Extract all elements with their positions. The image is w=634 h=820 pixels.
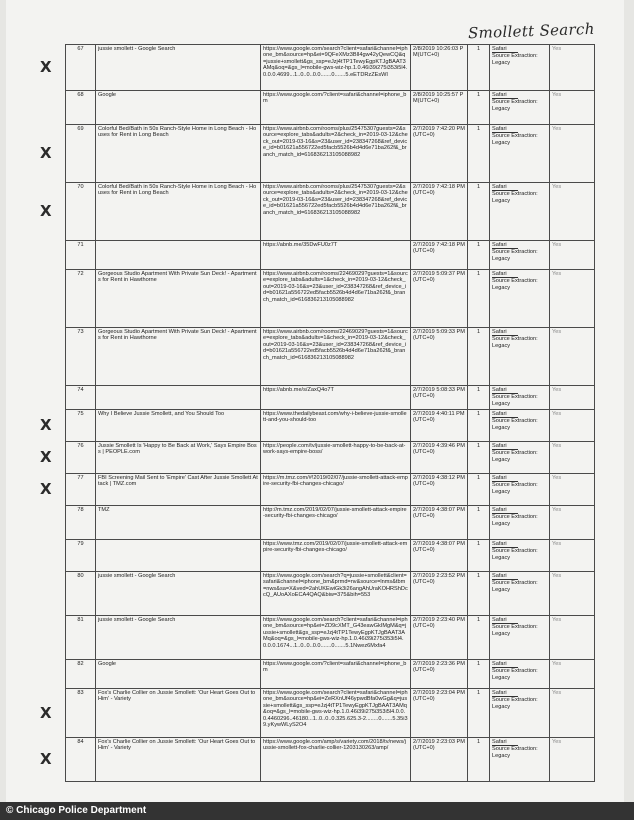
visit-date: 2/7/2019 2:23:36 PM(UTC+0) — [411, 660, 468, 689]
tagged-flag: Yes — [550, 660, 595, 689]
visit-date: 2/7/2019 5:08:33 PM(UTC+0) — [411, 386, 468, 410]
visit-count: 1 — [468, 474, 490, 506]
row-number: 76 — [66, 442, 96, 474]
source-cell — [490, 616, 550, 660]
tagged-flag: Yes — [550, 270, 595, 328]
source-extraction-label: Source Extraction: — [492, 133, 538, 140]
visit-count: 1 — [468, 689, 490, 738]
tagged-flag: Yes — [550, 738, 595, 782]
handwritten-x-mark: X — [40, 416, 52, 434]
visit-count: 1 — [468, 540, 490, 572]
visit-date: 2/7/2019 7:42:20 PM(UTC+0) — [411, 125, 468, 183]
visit-date: 2/8/2019 10:25:57 PM(UTC+0) — [411, 91, 468, 125]
source-extraction-label: Source Extraction: — [492, 482, 538, 489]
source-cell — [490, 738, 550, 782]
table-row — [66, 328, 595, 386]
table-row — [66, 660, 595, 689]
source-extraction-value: Legacy — [492, 400, 511, 407]
source-app: Safari — [492, 329, 518, 336]
visit-date: 2/7/2019 2:23:04 PM(UTC+0) — [411, 689, 468, 738]
page-url: https://abnb.me/s/ZaxQ4o7T — [261, 386, 411, 410]
source-app: Safari — [492, 46, 518, 53]
row-number: 84 — [66, 738, 96, 782]
source-app: Safari — [492, 475, 518, 482]
source-app: Safari — [492, 411, 518, 418]
tagged-flag: Yes — [550, 125, 595, 183]
source-extraction-label: Source Extraction: — [492, 514, 538, 521]
visit-count: 1 — [468, 183, 490, 241]
page-url: https://abnb.me/35DwFU0z7T — [261, 241, 411, 270]
source-app: Safari — [492, 242, 518, 249]
row-number: 75 — [66, 410, 96, 442]
source-extraction-value: Legacy — [492, 752, 511, 759]
source-extraction-value: Legacy — [492, 520, 511, 527]
source-extraction-value: Legacy — [492, 586, 511, 593]
page-title: jussie smollett - Google Search — [96, 572, 261, 616]
visit-count: 1 — [468, 125, 490, 183]
page-url: https://people.com/tv/jussie-smollett-happy-to-be-back-at-work-says-empire-boss/ — [261, 442, 411, 474]
table-row — [66, 442, 595, 474]
page-url: https://www.google.com/search?client=safari&channel=iphone_bm&source=hp&ei=ZD9cXMT_G43eawGkIMgM&q=jussie+smollett&gs_ssp=eJzj4tTP1TewyEgpKTJgBAAT3AMq&oq=&gs_l=mobile-gws-wiz-hp.1.0.46i39i275i353i5l4.0.0.0.1674...1..0..0..0.0.......0.......5.1Nwez6Mxfa4 — [261, 616, 411, 660]
handwritten-x-mark: X — [40, 58, 52, 76]
source-app: Safari — [492, 507, 518, 514]
table-row — [66, 616, 595, 660]
visit-date: 2/7/2019 4:38:07 PM(UTC+0) — [411, 540, 468, 572]
source-app: Safari — [492, 126, 518, 133]
handwritten-x-mark: X — [40, 144, 52, 162]
source-extraction-label: Source Extraction: — [492, 336, 538, 343]
table-row — [66, 125, 595, 183]
table-row — [66, 410, 595, 442]
visit-date: 2/7/2019 7:42:18 PM(UTC+0) — [411, 183, 468, 241]
page-url: https://www.google.com/?client=safari&channel=iphone_bm — [261, 91, 411, 125]
source-cell — [490, 241, 550, 270]
source-extraction-value: Legacy — [492, 456, 511, 463]
tagged-flag: Yes — [550, 442, 595, 474]
source-extraction-value: Legacy — [492, 554, 511, 561]
row-number: 79 — [66, 540, 96, 572]
source-app: Safari — [492, 573, 518, 580]
source-extraction-label: Source Extraction: — [492, 394, 538, 401]
table-row — [66, 183, 595, 241]
source-app: Safari — [492, 541, 518, 548]
row-number: 70 — [66, 183, 96, 241]
source-cell — [490, 91, 550, 125]
handwritten-title: Smollett Search — [467, 19, 595, 43]
row-number: 74 — [66, 386, 96, 410]
visit-count: 1 — [468, 572, 490, 616]
table-row — [66, 540, 595, 572]
tagged-flag: Yes — [550, 91, 595, 125]
source-app: Safari — [492, 387, 518, 394]
visit-date: 2/7/2019 4:39:46 PM(UTC+0) — [411, 442, 468, 474]
page-url: https://www.google.com/search?client=safari&channel=iphone_bm&source=hp&ei=9QFeXMz3BlI4gw42yQewCQ&q=jussie+smollett&gs_ssp=eJzj4tTP1TewyEgpKTJgBAAT3AMq&oq=&gs_l=mobile-gws-wiz-hp.1.0.46i39i275i353i5l4.0.0.0.4699...1..0..0..0.0.......0.......5.eETDRzZEsWI — [261, 45, 411, 91]
page-url: https://www.google.com/amp/s/variety.com/2018/tv/news/jussie-smollett-fox-charlie-collier-1203130263/amp/ — [261, 738, 411, 782]
source-extraction-value: Legacy — [492, 139, 511, 146]
row-number: 81 — [66, 616, 96, 660]
source-app: Safari — [492, 92, 518, 99]
page-url: https://www.google.com/search?client=safari&channel=iphone_bm&source=hp&ei=ZeRXnUf46ypwdBfa0wGg&q=jussie+smollett&gs_ssp=eJzj4tTP1TewyEgpKTJgBAAT3AMq&oq=&gs_l=mobile-gws-wiz-hp.1.0.46i39i275i353i5l4.0.0.0.4460296..46180...1..0..0..0.325.625.3-2........0.......5.35i39.yKywWLyS2O4 — [261, 689, 411, 738]
source-extraction-label: Source Extraction: — [492, 697, 538, 704]
visit-date: 2/7/2019 2:23:40 PM(UTC+0) — [411, 616, 468, 660]
page-title: Jussie Smollett Is 'Happy to Be Back at Work,' Says Empire Boss | PEOPLE.com — [96, 442, 261, 474]
source-extraction-value: Legacy — [492, 197, 511, 204]
source-cell — [490, 506, 550, 540]
page-title: Fox's Charlie Collier on Jussie Smollett: 'Our Heart Goes Out to Him' - Variety — [96, 689, 261, 738]
source-cell — [490, 540, 550, 572]
page-title — [96, 241, 261, 270]
source-cell — [490, 45, 550, 91]
page-title — [96, 540, 261, 572]
page-title: Fox's Charlie Collier on Jussie Smollett: 'Our Heart Goes Out to Him' - Variety — [96, 738, 261, 782]
source-extraction-value: Legacy — [492, 342, 511, 349]
visit-date: 2/7/2019 5:09:33 PM(UTC+0) — [411, 328, 468, 386]
row-number: 71 — [66, 241, 96, 270]
source-cell — [490, 410, 550, 442]
source-cell — [490, 270, 550, 328]
page-url: https://www.airbnb.com/rooms/plus/25475307guests=2&source=explore_tabs&adults=2&check_in=2019-03-12&check_out=2019-03-16&s=23&user_id=238347268&ref_device_id=b01621a556722ed5facb5526b4d4d6e71ba262f&_branch_match_id=616836213105088982 — [261, 183, 411, 241]
row-number: 69 — [66, 125, 96, 183]
browser-history-table — [65, 44, 595, 782]
page-title: jussie smollett - Google Search — [96, 616, 261, 660]
tagged-flag: Yes — [550, 183, 595, 241]
tagged-flag: Yes — [550, 410, 595, 442]
visit-date: 2/7/2019 2:23:03 PM(UTC+0) — [411, 738, 468, 782]
source-extraction-label: Source Extraction: — [492, 624, 538, 631]
page-title: jussie smollett - Google Search — [96, 45, 261, 91]
source-extraction-value: Legacy — [492, 105, 511, 112]
source-cell — [490, 660, 550, 689]
source-app: Safari — [492, 271, 518, 278]
tagged-flag: Yes — [550, 386, 595, 410]
tagged-flag: Yes — [550, 540, 595, 572]
table-row — [66, 738, 595, 782]
page-title: TMZ — [96, 506, 261, 540]
table-row — [66, 45, 595, 91]
table-row — [66, 474, 595, 506]
visit-date: 2/8/2019 10:26:03 PM(UTC+0) — [411, 45, 468, 91]
source-cell — [490, 386, 550, 410]
page-url: https://www.thedailybeast.com/why-i-believe-jussie-smollett-and-you-should-too — [261, 410, 411, 442]
page-url: https://www.airbnb.com/rooms/plus/25475307guests=2&source=explore_tabs&adults=2&check_in=2019-03-12&check_out=2019-03-16&s=23&user_id=238347268&ref_device_id=b01621a556722ed5facb5526b4d4d6e71ba262f&_branch_match_id=616836213105088982 — [261, 125, 411, 183]
page-title: Gorgeous Studio Apartment With Private Sun Deck! - Apartments for Rent in Hawthorne — [96, 328, 261, 386]
source-cell — [490, 183, 550, 241]
page-url: http://m.tmz.com/2019/02/07/jussie-smollett-attack-empire-security-fbi-changes-chicago/ — [261, 506, 411, 540]
visit-count: 1 — [468, 410, 490, 442]
source-extraction-value: Legacy — [492, 703, 511, 710]
source-extraction-value: Legacy — [492, 630, 511, 637]
source-app: Safari — [492, 443, 518, 450]
handwritten-x-mark: X — [40, 202, 52, 220]
visit-count: 1 — [468, 506, 490, 540]
source-extraction-value: Legacy — [492, 284, 511, 291]
photo-credit: © Chicago Police Department — [0, 802, 634, 820]
page-url: https://www.google.com/search?q=jussie+smollett&client=safari&channel=iphone_bm&prmd=nv&source=lnms&tbm=nws&sa=X&ved=2ahUKEwiGk3i26angAhUraKOHRShDccQ_AUoAXoECA4QAQ&biw=375&bih=553 — [261, 572, 411, 616]
visit-count: 1 — [468, 45, 490, 91]
visit-count: 1 — [468, 616, 490, 660]
visit-count: 1 — [468, 738, 490, 782]
row-number: 73 — [66, 328, 96, 386]
source-app: Safari — [492, 739, 518, 746]
visit-count: 1 — [468, 386, 490, 410]
visit-count: 1 — [468, 91, 490, 125]
visit-count: 1 — [468, 660, 490, 689]
source-extraction-value: Legacy — [492, 255, 511, 262]
tagged-flag: Yes — [550, 328, 595, 386]
row-number: 82 — [66, 660, 96, 689]
visit-date: 2/7/2019 4:38:12 PM(UTC+0) — [411, 474, 468, 506]
source-extraction-label: Source Extraction: — [492, 191, 538, 198]
page-title: Google — [96, 91, 261, 125]
source-extraction-label: Source Extraction: — [492, 418, 538, 425]
page-title: Why I Believe Jussie Smollett, and You Should Too — [96, 410, 261, 442]
source-extraction-value: Legacy — [492, 59, 511, 66]
source-extraction-value: Legacy — [492, 674, 511, 681]
table-row — [66, 270, 595, 328]
table-row — [66, 506, 595, 540]
page-title — [96, 386, 261, 410]
visit-date: 2/7/2019 7:42:18 PM(UTC+0) — [411, 241, 468, 270]
source-extraction-label: Source Extraction: — [492, 450, 538, 457]
visit-count: 1 — [468, 241, 490, 270]
row-number: 83 — [66, 689, 96, 738]
tagged-flag: Yes — [550, 689, 595, 738]
row-number: 78 — [66, 506, 96, 540]
table-row — [66, 689, 595, 738]
handwritten-x-mark: X — [40, 750, 52, 768]
page-title: Google — [96, 660, 261, 689]
source-cell — [490, 328, 550, 386]
page-title: Gorgeous Studio Apartment With Private Sun Deck! - Apartments for Rent in Hawthorne — [96, 270, 261, 328]
page-title: FBI Screening Mail Sent to 'Empire' Cast After Jussie Smollett Attack | TMZ.com — [96, 474, 261, 506]
table-row — [66, 91, 595, 125]
visit-date: 2/7/2019 5:09:37 PM(UTC+0) — [411, 270, 468, 328]
source-extraction-label: Source Extraction: — [492, 668, 538, 675]
visit-count: 1 — [468, 442, 490, 474]
source-extraction-label: Source Extraction: — [492, 746, 538, 753]
source-cell — [490, 689, 550, 738]
handwritten-x-mark: X — [40, 480, 52, 498]
source-extraction-value: Legacy — [492, 488, 511, 495]
visit-date: 2/7/2019 4:38:07 PM(UTC+0) — [411, 506, 468, 540]
source-app: Safari — [492, 661, 518, 668]
page-title: Colorful Bed/Bath in 50s Ranch-Style Home in Long Beach - Houses for Rent in Long Beach — [96, 125, 261, 183]
source-app: Safari — [492, 617, 518, 624]
page-url: https://m.tmz.com/#!2019/02/07/jussie-smollett-attack-empire-security-fbi-changes-chicago/ — [261, 474, 411, 506]
source-app: Safari — [492, 690, 518, 697]
tagged-flag: Yes — [550, 616, 595, 660]
source-extraction-label: Source Extraction: — [492, 249, 538, 256]
visit-date: 2/7/2019 4:40:11 PM(UTC+0) — [411, 410, 468, 442]
tagged-flag: Yes — [550, 474, 595, 506]
tagged-flag: Yes — [550, 45, 595, 91]
row-number: 72 — [66, 270, 96, 328]
tagged-flag: Yes — [550, 241, 595, 270]
row-number: 77 — [66, 474, 96, 506]
source-app: Safari — [492, 184, 518, 191]
row-number: 67 — [66, 45, 96, 91]
source-cell — [490, 442, 550, 474]
page-url: https://www.google.com/?client=safari&channel=iphone_bm — [261, 660, 411, 689]
source-extraction-label: Source Extraction: — [492, 53, 538, 60]
row-number: 80 — [66, 572, 96, 616]
visit-date: 2/7/2019 2:23:52 PM(UTC+0) — [411, 572, 468, 616]
source-cell — [490, 572, 550, 616]
tagged-flag: Yes — [550, 572, 595, 616]
visit-count: 1 — [468, 270, 490, 328]
table-row — [66, 241, 595, 270]
source-extraction-label: Source Extraction: — [492, 278, 538, 285]
handwritten-x-mark: X — [40, 448, 52, 466]
source-extraction-label: Source Extraction: — [492, 580, 538, 587]
tagged-flag: Yes — [550, 506, 595, 540]
page-title: Colorful Bed/Bath in 50s Ranch-Style Home in Long Beach - Houses for Rent in Long Beach — [96, 183, 261, 241]
handwritten-x-mark: X — [40, 703, 52, 722]
table-row — [66, 572, 595, 616]
page-url: https://www.tmz.com/2019/02/07/jussie-smollett-attack-empire-security-fbi-changes-chicago/ — [261, 540, 411, 572]
page-url: https://www.airbnb.com/rooms/22469029?guests=1&source=explore_tabs&adults=1&check_in=2019-03-12&check_out=2019-03-16&s=23&user_id=238347268&ref_device_id=b01621a556722ed5facb5526b4d4d6e71ba262f&_branch_match_id=616836213105088982 — [261, 270, 411, 328]
source-cell — [490, 474, 550, 506]
visit-count: 1 — [468, 328, 490, 386]
table-row — [66, 386, 595, 410]
source-extraction-value: Legacy — [492, 424, 511, 431]
row-number: 68 — [66, 91, 96, 125]
source-extraction-label: Source Extraction: — [492, 548, 538, 555]
source-extraction-label: Source Extraction: — [492, 99, 538, 106]
page-url: https://www.airbnb.com/rooms/22469029?guests=1&source=explore_tabs&adults=1&check_in=2019-03-12&check_out=2019-03-16&s=23&user_id=238347268&ref_device_id=b01621a556722ed5facb5526b4d4d6e71ba262f&_branch_match_id=616836213105088982 — [261, 328, 411, 386]
source-cell — [490, 125, 550, 183]
